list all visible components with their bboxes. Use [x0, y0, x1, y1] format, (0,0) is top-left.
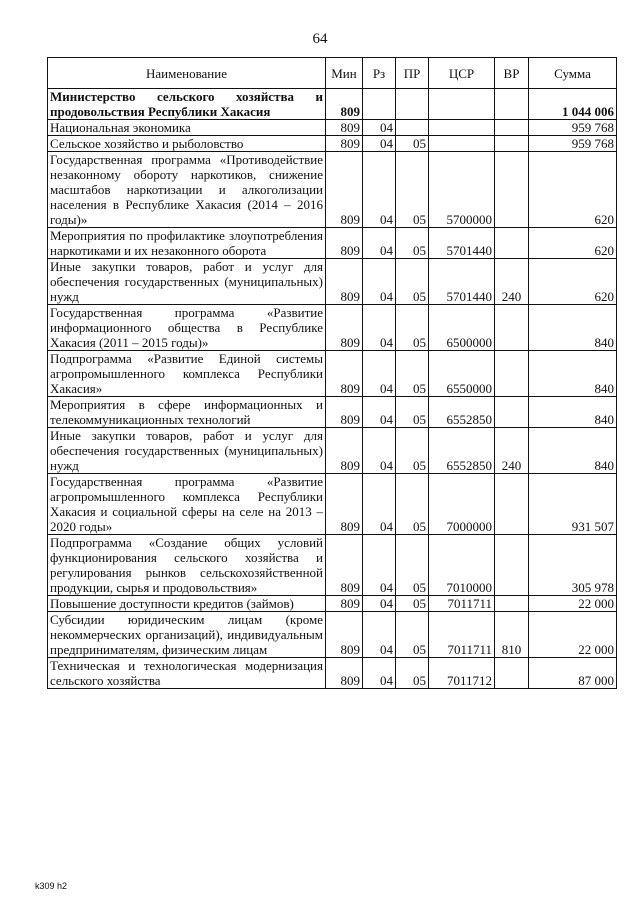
row-pr-cell: 05: [396, 136, 429, 152]
row-vr-cell: [495, 228, 529, 259]
row-pr-cell: 05: [396, 596, 429, 612]
row-csr-cell: 5701440: [429, 228, 495, 259]
row-rz-cell: [363, 89, 396, 120]
row-name-cell: Подпрограмма «Создание общих условий функционирования сельского хозяйства и регулирования рынков сельскохозяйственной продукции, сырья и продовольствия»: [48, 535, 326, 596]
row-csr-cell: 6500000: [429, 305, 495, 351]
table-row: [48, 397, 617, 428]
row-min-cell: 809: [326, 152, 363, 228]
row-vr-cell: 240: [495, 259, 529, 305]
table-row: [48, 428, 617, 474]
table-header-row: [48, 58, 617, 89]
row-rz-cell: 04: [363, 397, 396, 428]
row-rz-cell: 04: [363, 259, 396, 305]
row-rz-cell: 04: [363, 152, 396, 228]
row-rz-cell: 04: [363, 120, 396, 136]
row-min-cell: 809: [326, 136, 363, 152]
row-csr-cell: 7011712: [429, 658, 495, 689]
table-row: [48, 120, 617, 136]
row-csr-cell: 6550000: [429, 351, 495, 397]
row-rz-cell: 04: [363, 596, 396, 612]
row-name-cell: Иные закупки товаров, работ и услуг для обеспечения государственных (муниципальных) нужд: [48, 428, 326, 474]
row-csr-cell: 6552850: [429, 428, 495, 474]
row-vr-cell: [495, 658, 529, 689]
row-name-cell: Государственная программа «Развитие агропромышленного комплекса Республики Хакасия и социальной сферы на селе на 2013 – 2020 годы»: [48, 474, 326, 535]
row-csr-cell: 5701440: [429, 259, 495, 305]
budget-table: [47, 57, 617, 689]
footer-code: k309 h2: [35, 881, 68, 891]
row-min-cell: 809: [326, 351, 363, 397]
row-rz-cell: 04: [363, 428, 396, 474]
header-min: Мин: [326, 58, 363, 89]
table-row: [48, 259, 617, 305]
row-name-cell: Государственная программа «Развитие информационного общества в Республике Хакасия (2011 – 2015 годы)»: [48, 305, 326, 351]
row-rz-cell: 04: [363, 228, 396, 259]
table-row: [48, 596, 617, 612]
row-sum-cell: 22 000: [529, 596, 617, 612]
row-name-cell: Мероприятия по профилактике злоупотребления наркотиками и их незаконного оборота: [48, 228, 326, 259]
row-sum-cell: 840: [529, 351, 617, 397]
row-sum-cell: 87 000: [529, 658, 617, 689]
table-row: [48, 535, 617, 596]
table-row: [48, 305, 617, 351]
row-min-cell: 809: [326, 596, 363, 612]
table-row: [48, 612, 617, 658]
row-pr-cell: 05: [396, 612, 429, 658]
table-row: [48, 351, 617, 397]
row-rz-cell: 04: [363, 351, 396, 397]
row-pr-cell: 05: [396, 658, 429, 689]
row-sum-cell: 959 768: [529, 136, 617, 152]
row-sum-cell: 1 044 006: [529, 89, 617, 120]
table-row: [48, 136, 617, 152]
row-name-cell: Государственная программа «Противодействие незаконному обороту наркотиков, снижение масштабов наркотизации и алкоголизации населения в Республике Хакасия (2014 – 2016 годы)»: [48, 152, 326, 228]
row-csr-cell: 7000000: [429, 474, 495, 535]
row-min-cell: 809: [326, 658, 363, 689]
row-pr-cell: 05: [396, 535, 429, 596]
row-min-cell: 809: [326, 89, 363, 120]
row-sum-cell: 305 978: [529, 535, 617, 596]
row-pr-cell: 05: [396, 474, 429, 535]
row-vr-cell: [495, 89, 529, 120]
table-row: [48, 658, 617, 689]
row-name-cell: Субсидии юридическим лицам (кроме некоммерческих организаций), индивидуальным предпринимателям, физическим лицам: [48, 612, 326, 658]
row-rz-cell: 04: [363, 305, 396, 351]
row-pr-cell: 05: [396, 428, 429, 474]
row-csr-cell: 7011711: [429, 612, 495, 658]
row-vr-cell: [495, 351, 529, 397]
header-csr: ЦСР: [429, 58, 495, 89]
row-csr-cell: [429, 89, 495, 120]
table-body: [48, 89, 617, 689]
row-rz-cell: 04: [363, 474, 396, 535]
row-pr-cell: 05: [396, 259, 429, 305]
row-pr-cell: 05: [396, 397, 429, 428]
row-pr-cell: 05: [396, 351, 429, 397]
row-pr-cell: 05: [396, 305, 429, 351]
row-pr-cell: 05: [396, 152, 429, 228]
row-vr-cell: [495, 474, 529, 535]
row-sum-cell: 840: [529, 428, 617, 474]
row-min-cell: 809: [326, 428, 363, 474]
row-name-cell: Министерство сельского хозяйства и продовольствия Республики Хакасия: [48, 89, 326, 120]
row-vr-cell: [495, 596, 529, 612]
row-csr-cell: 5700000: [429, 152, 495, 228]
row-min-cell: 809: [326, 120, 363, 136]
table-row: [48, 89, 617, 120]
row-min-cell: 809: [326, 228, 363, 259]
row-vr-cell: [495, 136, 529, 152]
row-name-cell: Техническая и технологическая модернизация сельского хозяйства: [48, 658, 326, 689]
row-sum-cell: 931 507: [529, 474, 617, 535]
row-sum-cell: 22 000: [529, 612, 617, 658]
header-sum: Сумма: [529, 58, 617, 89]
row-pr-cell: [396, 89, 429, 120]
row-min-cell: 809: [326, 305, 363, 351]
row-name-cell: Иные закупки товаров, работ и услуг для обеспечения государственных (муниципальных) нужд: [48, 259, 326, 305]
table-row: [48, 474, 617, 535]
row-name-cell: Сельское хозяйство и рыболовство: [48, 136, 326, 152]
row-min-cell: 809: [326, 259, 363, 305]
row-csr-cell: [429, 136, 495, 152]
row-vr-cell: 810: [495, 612, 529, 658]
row-rz-cell: 04: [363, 658, 396, 689]
row-csr-cell: [429, 120, 495, 136]
header-rz: Рз: [363, 58, 396, 89]
row-csr-cell: 7010000: [429, 535, 495, 596]
row-vr-cell: [495, 120, 529, 136]
row-name-cell: Национальная экономика: [48, 120, 326, 136]
row-sum-cell: 620: [529, 228, 617, 259]
table-row: [48, 152, 617, 228]
row-rz-cell: 04: [363, 136, 396, 152]
row-min-cell: 809: [326, 535, 363, 596]
row-rz-cell: 04: [363, 612, 396, 658]
table-row: [48, 228, 617, 259]
row-sum-cell: 620: [529, 152, 617, 228]
row-min-cell: 809: [326, 474, 363, 535]
row-sum-cell: 840: [529, 305, 617, 351]
row-vr-cell: 240: [495, 428, 529, 474]
row-name-cell: Повышение доступности кредитов (займов): [48, 596, 326, 612]
page-number: 64: [312, 31, 328, 47]
row-rz-cell: 04: [363, 535, 396, 596]
row-name-cell: Мероприятия в сфере информационных и телекоммуникационных технологий: [48, 397, 326, 428]
row-vr-cell: [495, 152, 529, 228]
row-vr-cell: [495, 397, 529, 428]
row-min-cell: 809: [326, 612, 363, 658]
row-csr-cell: 7011711: [429, 596, 495, 612]
row-vr-cell: [495, 305, 529, 351]
row-csr-cell: 6552850: [429, 397, 495, 428]
header-vr: ВР: [495, 58, 529, 89]
row-sum-cell: 840: [529, 397, 617, 428]
row-name-cell: Подпрограмма «Развитие Единой системы агропромышленного комплекса Республики Хакасия»: [48, 351, 326, 397]
row-min-cell: 809: [326, 397, 363, 428]
row-sum-cell: 959 768: [529, 120, 617, 136]
row-sum-cell: 620: [529, 259, 617, 305]
row-vr-cell: [495, 535, 529, 596]
row-pr-cell: [396, 120, 429, 136]
header-name: Наименование: [48, 58, 326, 89]
header-pr: ПР: [396, 58, 429, 89]
row-pr-cell: 05: [396, 228, 429, 259]
